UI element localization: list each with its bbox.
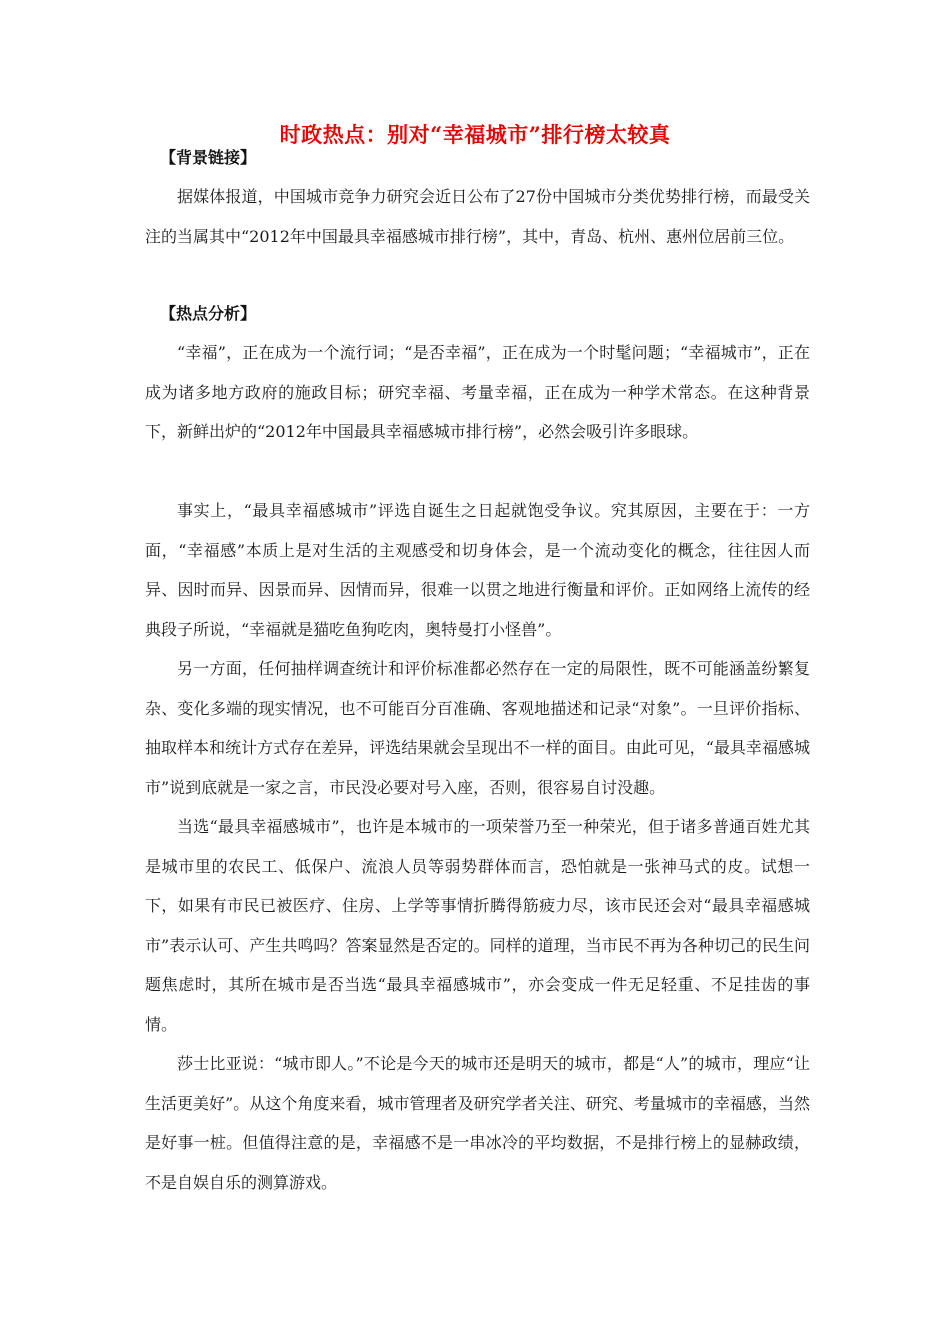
paragraph-analysis-2: 事实上，“最具幸福感城市”评选自诞生之日起就饱受争议。究其原因，主要在于：一方面，“幸福感”本质上是对生活的主观感受和切身体会，是一个流动变化的概念，往往因人而异、因时而异、因景而异、因情而异，很难一以贯之地进行衡量和评价。正如网络上流传的经典段子所说，“幸福就是猫吃鱼狗吃肉，奥特曼打小怪兽”。 bbox=[145, 501, 810, 639]
paragraph-analysis-4: 当选“最具幸福感城市”，也许是本城市的一项荣誉乃至一种荣光，但于诸多普通百姓尤其是城市里的农民工、低保户、流浪人员等弱势群体而言，恐怕就是一张神马式的皮。试想一下，如果有市民已被医疗、住房、上学等事情折腾得筋疲力尽，该市民还会对“最具幸福感城市”表示认可、产生共鸣吗？答案显然是否定的。同样的道理，当市民不再为各种切己的民生问题焦虑时，其所在城市是否当选“最具幸福感城市”，亦会变成一件无足轻重、不足挂齿的事情。 bbox=[145, 817, 810, 1034]
paragraph-background-1: 据媒体报道，中国城市竞争力研究会近日公布了27份中国城市分类优势排行榜，而最受关注的当属其中“2012年中国最具幸福感城市排行榜”，其中，青岛、杭州、惠州位居前三位。 bbox=[145, 187, 810, 246]
paragraph-analysis-5: 莎士比亚说：“城市即人。”不论是今天的城市还是明天的城市，都是“人”的城市，理应“让生活更美好”。从这个角度来看，城市管理者及研究学者关注、研究、考量城市的幸福感，当然是好事一桩。但值得注意的是，幸福感不是一串冰冷的平均数据，不是排行榜上的显赫政绩，不是自娱自乐的测算游戏。 bbox=[145, 1054, 810, 1192]
section-heading-background: 【背景链接】 bbox=[160, 148, 257, 167]
section-heading-analysis: 【热点分析】 bbox=[160, 304, 257, 323]
paragraph-analysis-3: 另一方面，任何抽样调查统计和评价标准都必然存在一定的局限性，既不可能涵盖纷繁复杂、变化多端的现实情况，也不可能百分百准确、客观地描述和记录“对象”。一旦评价指标、抽取样本和统计方式存在差异，评选结果就会呈现出不一样的面目。由此可见，“最具幸福感城市”说到底就是一家之言，市民没必要对号入座，否则，很容易自讨没趣。 bbox=[145, 659, 810, 797]
paragraph-analysis-1: “幸福”，正在成为一个流行词；“是否幸福”，正在成为一个时髦问题；“幸福城市”，正在成为诸多地方政府的施政目标；研究幸福、考量幸福，正在成为一种学术常态。在这种背景下，新鲜出炉的“2012年中国最具幸福感城市排行榜”，必然会吸引许多眼球。 bbox=[145, 343, 810, 441]
article-title: 时政热点：别对“幸福城市”排行榜太较真 bbox=[279, 122, 671, 147]
